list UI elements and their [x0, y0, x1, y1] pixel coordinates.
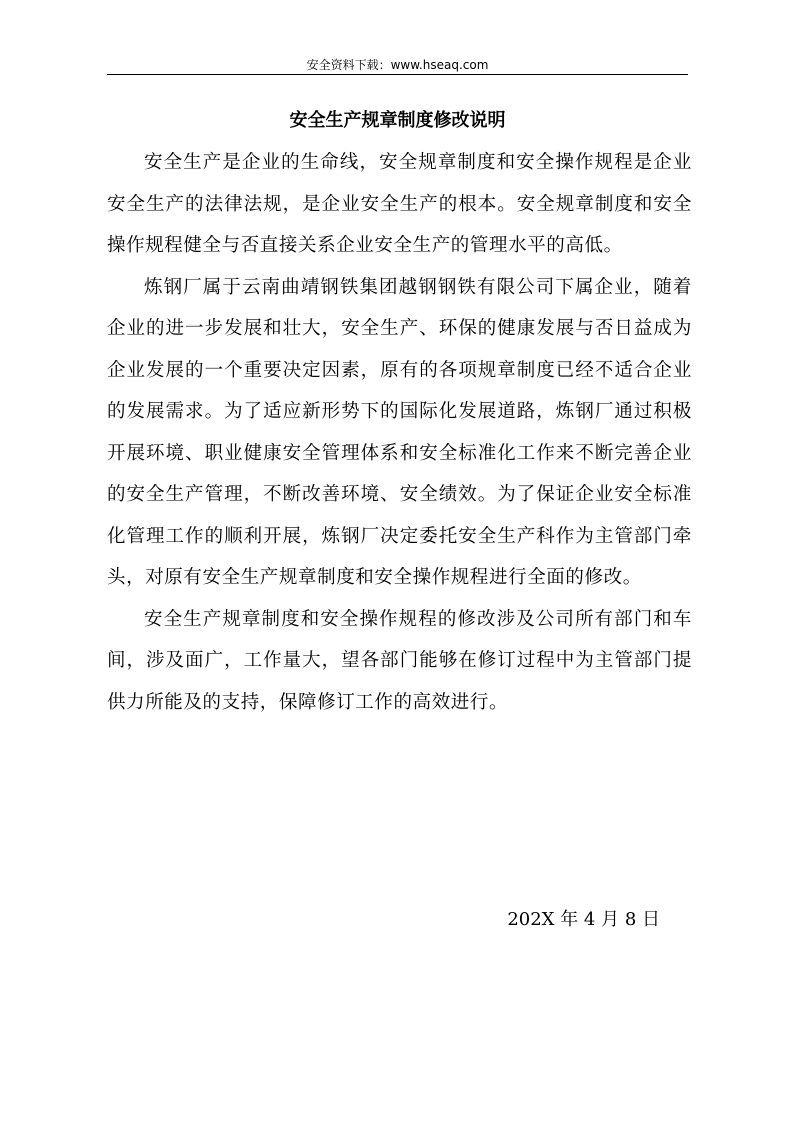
paragraph: 炼钢厂属于云南曲靖钢铁集团越钢钢铁有限公司下属企业，随着企业的进一步发展和壮大，安全生产、环保的健康发展与否日益成为企业发展的一个重要决定因素，原有的各项规章制度已经不适合企业的发展需求。为了适应新形势下的国际化发展道路，炼钢厂通过积极开展环境、职业健康安全管理体系和安全标准化工作来不断完善企业的安全生产管理，不断改善环境、安全绩效。为了保证企业安全标准化管理工作的顺利开展，炼钢厂决定委托安全生产科作为主管部门牵头，对原有安全生产规章制度和安全操作规程进行全面的修改。	[107, 276, 692, 588]
document-title: 安全生产规章制度修改说明	[289, 110, 506, 131]
header-text: 安全资料下载：www.hseaq.com	[306, 58, 489, 72]
page-header	[107, 56, 688, 75]
paragraph: 安全生产是企业的生命线，安全规章制度和安全操作规程是企业安全生产的法律法规，是企业安全生产的根本。安全规章制度和安全操作规程健全与否直接关系企业安全生产的管理水平的高低。	[107, 152, 692, 256]
paragraph: 安全生产规章制度和安全操作规程的修改涉及公司所有部门和车间，涉及面广，工作量大，望各部门能够在修订过程中为主管部门提供力所能及的支持，保障修订工作的高效进行。	[107, 608, 692, 713]
document-date: 202X 年 4 月 8 日	[507, 909, 660, 930]
document-body	[107, 142, 692, 723]
